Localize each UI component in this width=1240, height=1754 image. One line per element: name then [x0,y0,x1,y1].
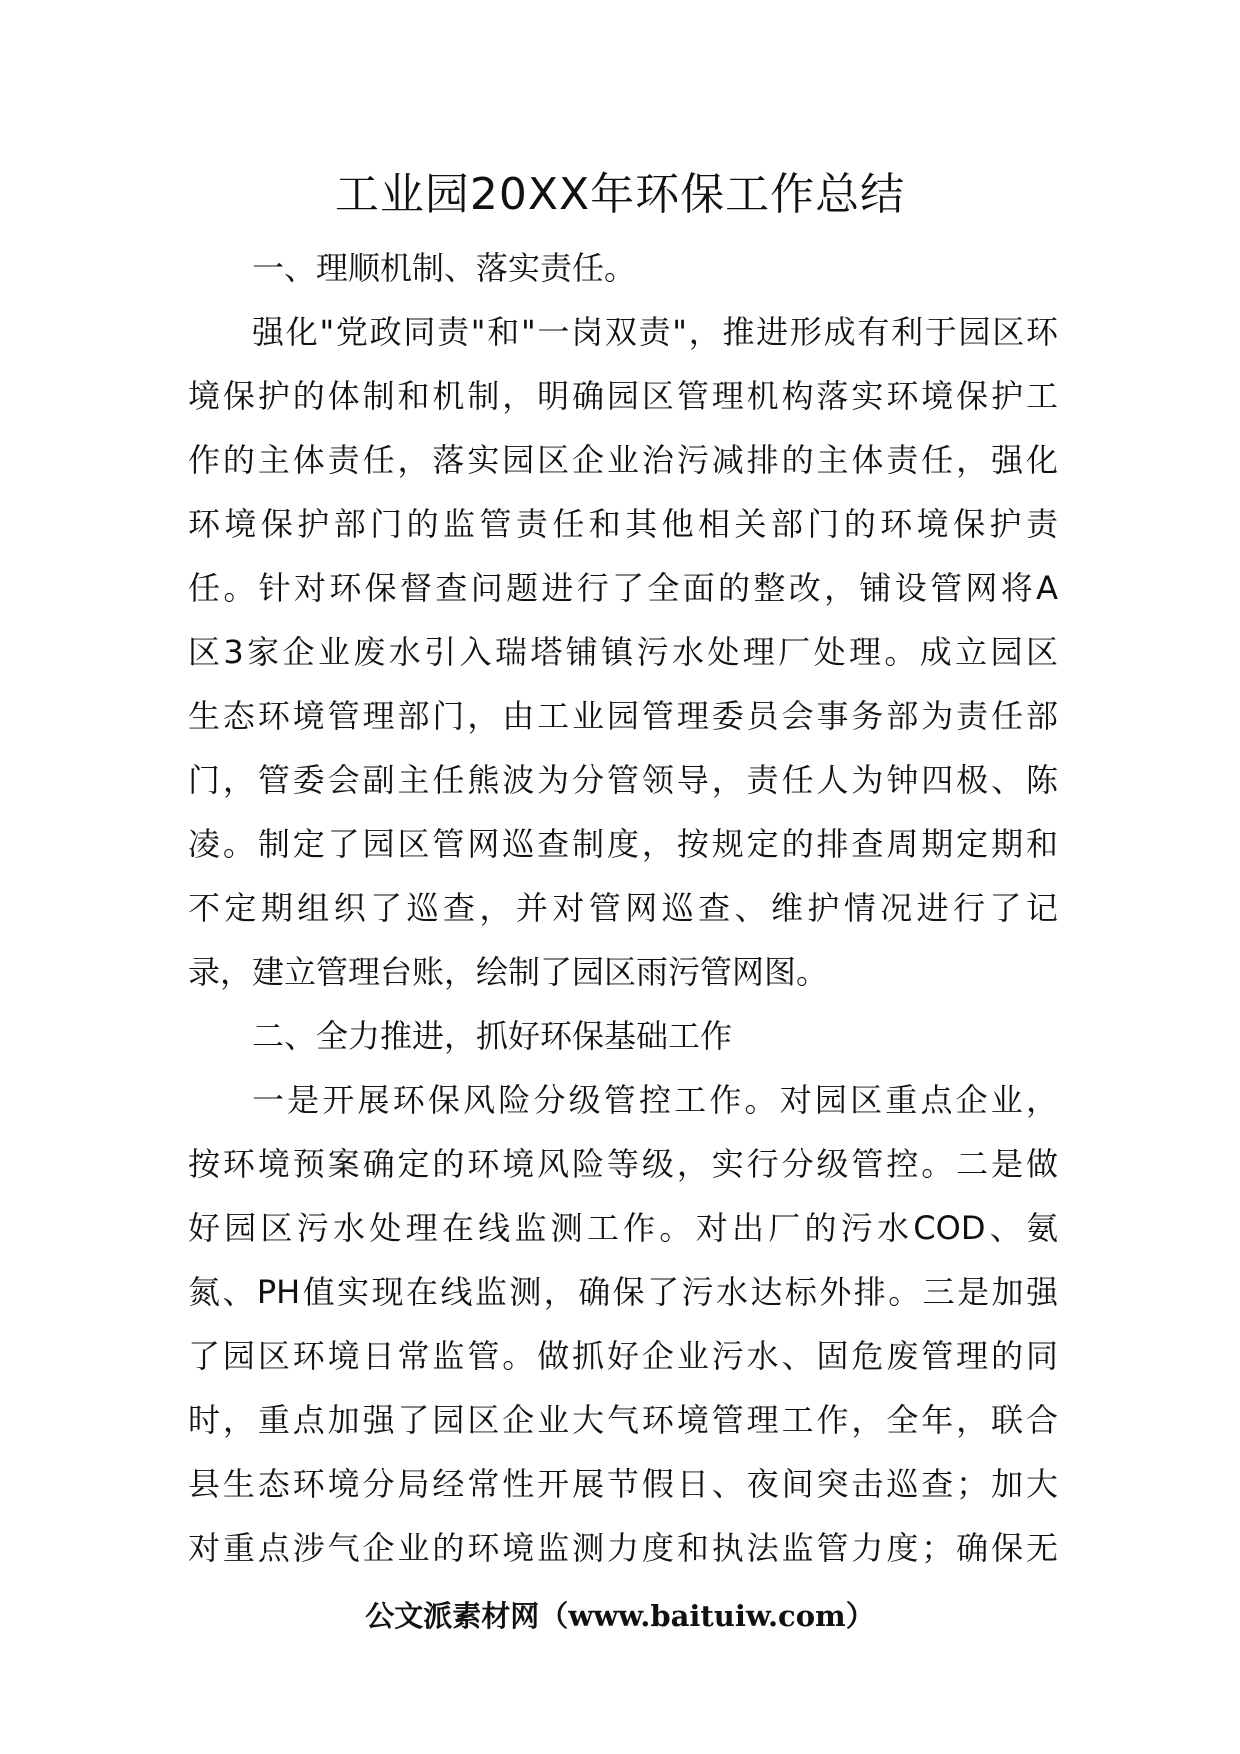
paragraph-line: 作的主体责任，落实园区企业治污减排的主体责任，强化 [188,441,1058,479]
paragraph-line: 凌。制定了园区管网巡查制度，按规定的排查周期定期和 [188,825,1058,863]
paragraph-line: 对重点涉气企业的环境监测力度和执法监管力度；确保无 [188,1529,1058,1567]
paragraph-line: 区3家企业废水引入瑞塔铺镇污水处理厂处理。成立园区 [188,633,1058,671]
paragraph-line: 强化"党政同责"和"一岗双责"，推进形成有利于园区环 [252,313,1058,351]
paragraph-line: 环境保护部门的监管责任和其他相关部门的环境保护责 [188,505,1058,543]
paragraph-line: 按环境预案确定的环境风险等级，实行分级管控。二是做 [188,1145,1058,1183]
paragraph-line: 氮、PH值实现在线监测，确保了污水达标外排。三是加强 [188,1273,1058,1311]
document-body [188,236,1058,1580]
paragraph-line: 境保护的体制和机制，明确园区管理机构落实环境保护工 [188,377,1058,415]
paragraph-line: 生态环境管理部门，由工业园管理委员会事务部为责任部 [188,697,1058,735]
section-heading: 二、全力推进，抓好环保基础工作 [252,1017,733,1055]
paragraph-line: 录，建立管理台账，绘制了园区雨污管网图。 [188,953,829,991]
paragraph-line: 县生态环境分局经常性开展节假日、夜间突击巡查；加大 [188,1465,1058,1503]
paragraph-line: 一是开展环保风险分级管控工作。对园区重点企业， [252,1081,1058,1119]
footer-watermark: 公文派素材网（www.baituiw.com） [365,1599,875,1633]
document-title: 工业园20XX年环保工作总结 [334,169,906,220]
paragraph-line: 了园区环境日常监管。做抓好企业污水、固危废管理的同 [188,1337,1058,1375]
paragraph-line: 时，重点加强了园区企业大气环境管理工作，全年，联合 [188,1401,1058,1439]
paragraph-line: 任。针对环保督查问题进行了全面的整改，铺设管网将A [188,569,1058,607]
paragraph-line: 不定期组织了巡查，并对管网巡查、维护情况进行了记 [188,889,1058,927]
paragraph-line: 好园区污水处理在线监测工作。对出厂的污水COD、氨 [188,1209,1058,1247]
section-heading: 一、理顺机制、落实责任。 [252,249,637,287]
paragraph-line: 门，管委会副主任熊波为分管领导，责任人为钟四极、陈 [188,761,1058,799]
